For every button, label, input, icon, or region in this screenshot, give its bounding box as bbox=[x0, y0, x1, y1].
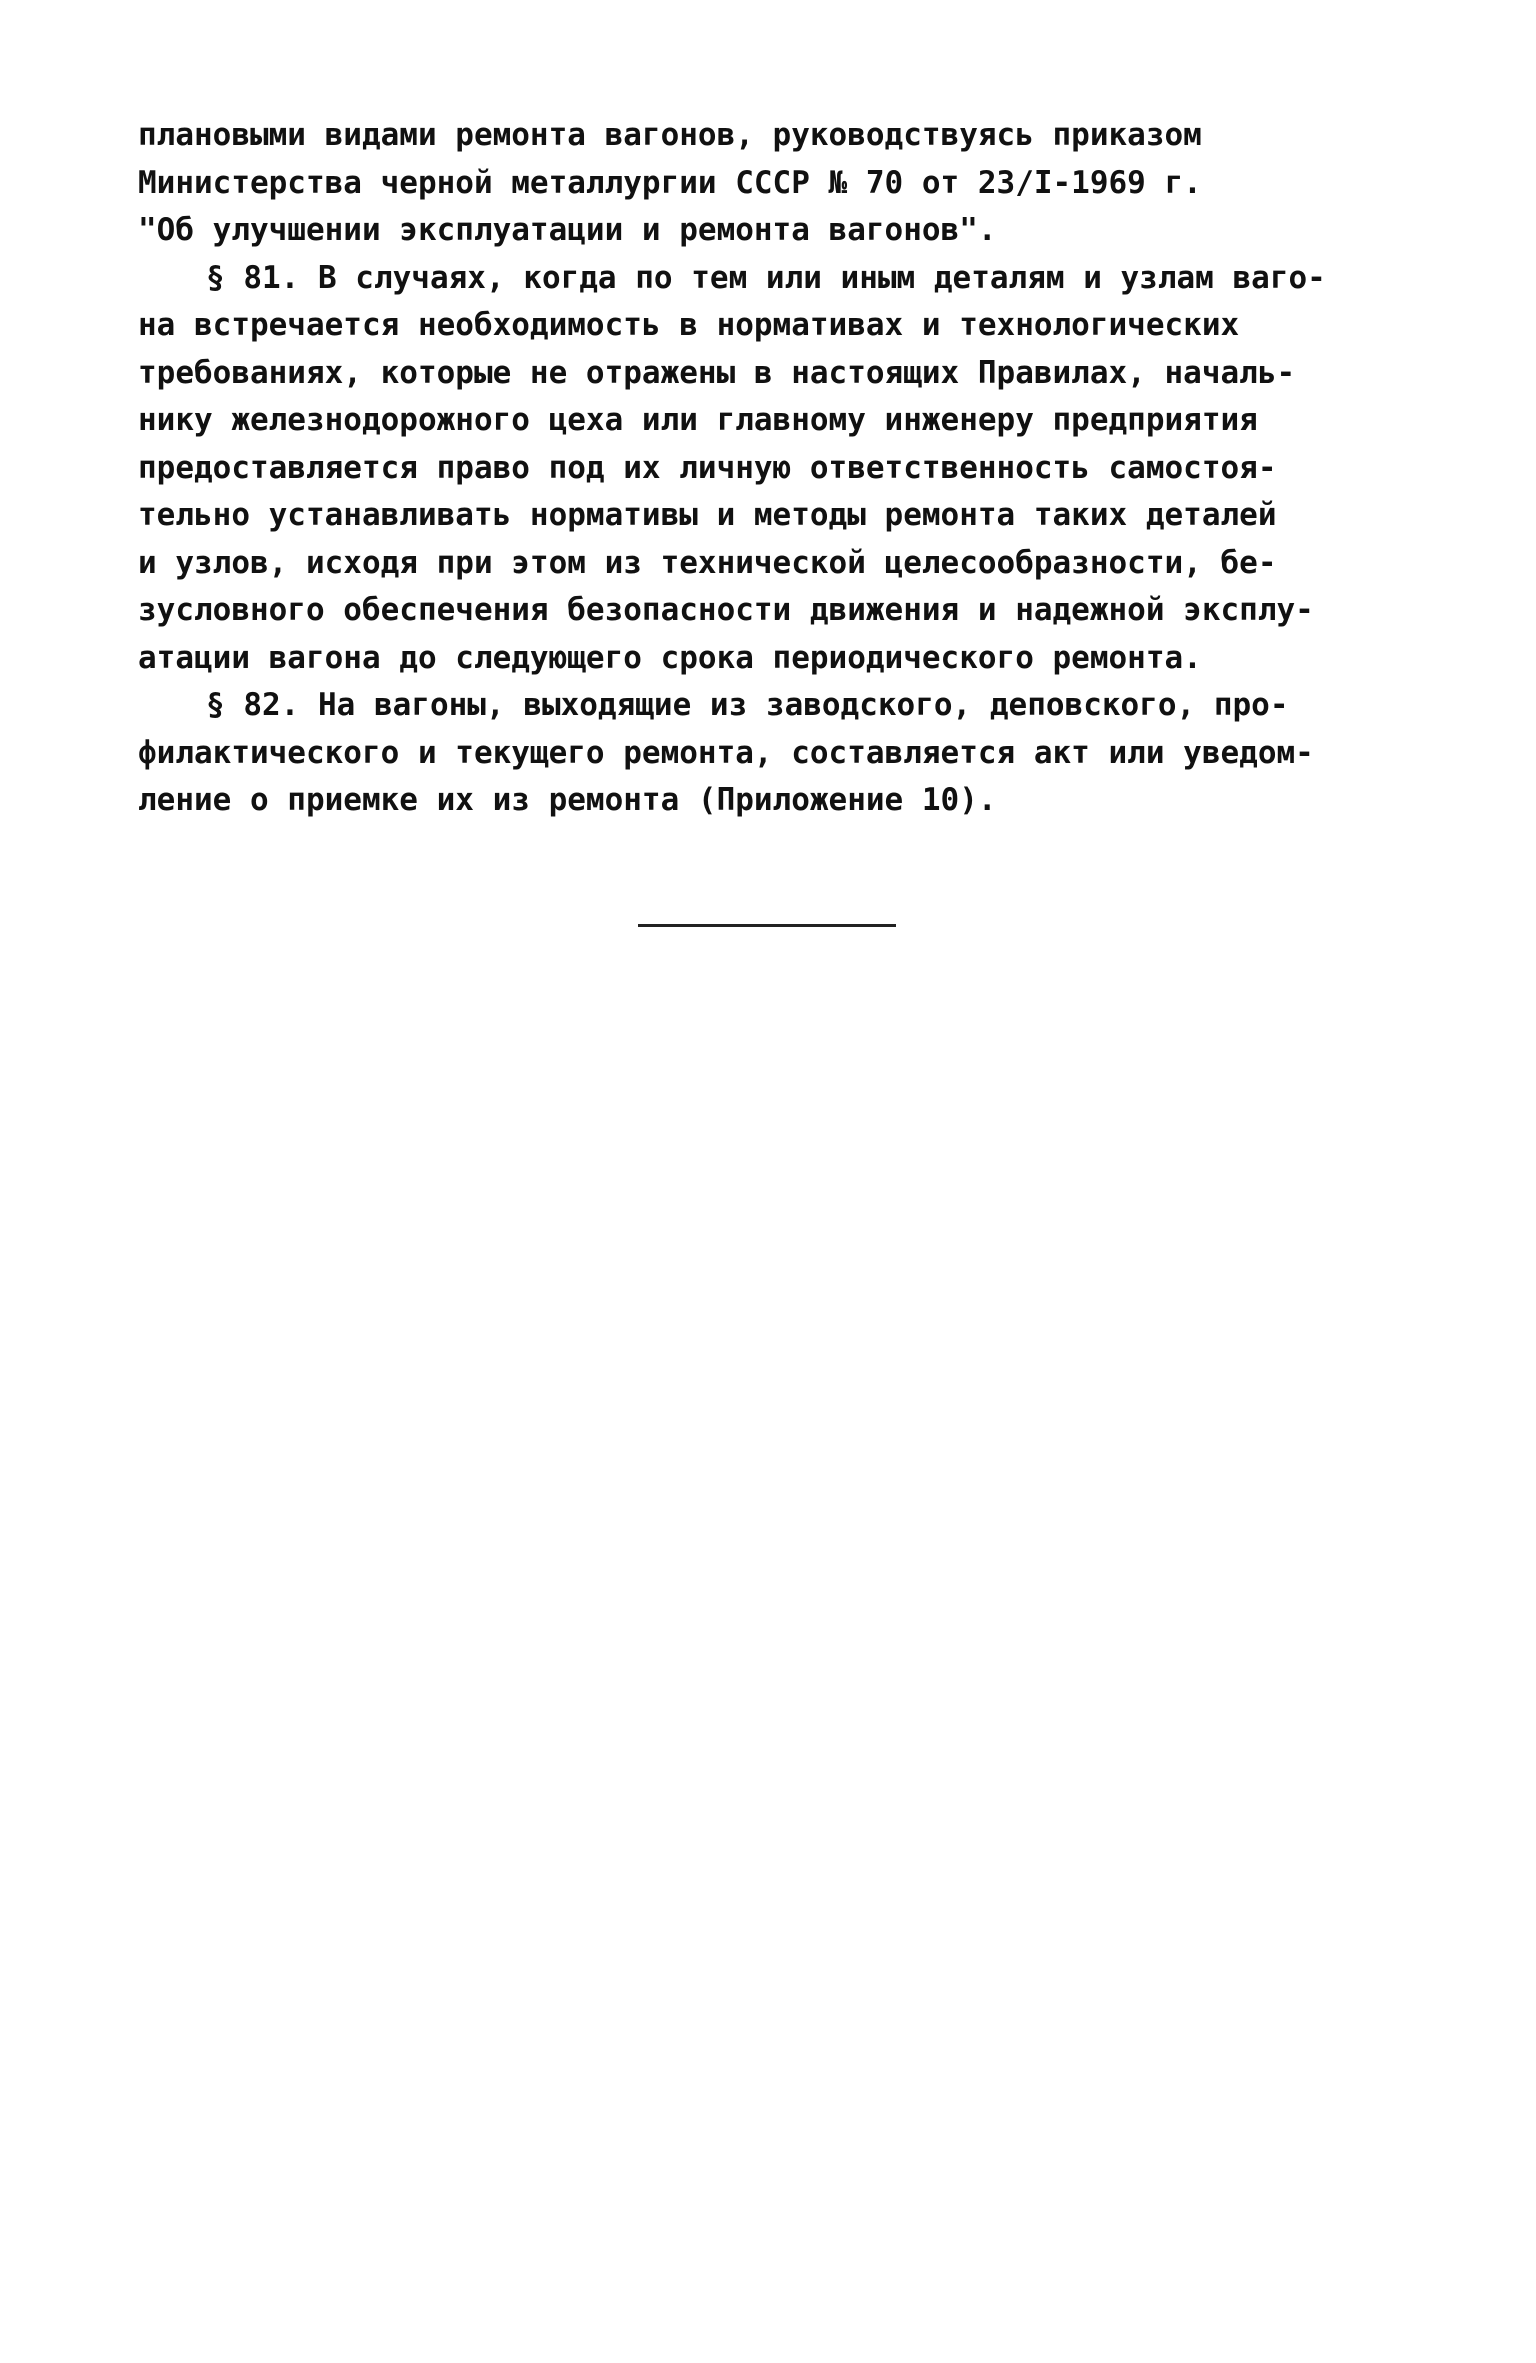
paragraph-82-start: § 82. На вагоны, выходящие из заводского, деповского, про- bbox=[206, 687, 1289, 723]
paragraph-81-start: § 81. В случаях, когда по тем или иным деталям и узлам ваго- bbox=[206, 259, 1326, 296]
text-line: Министерства черной металлургии СССР № 70 от 23/I-1969 г. bbox=[138, 164, 1202, 201]
text-line: требованиях, которые не отражены в настоящих Правилах, началь- bbox=[138, 354, 1296, 391]
text-line: плановыми видами ремонта вагонов, руководствуясь приказом bbox=[138, 117, 1202, 153]
text-line: тельно устанавливать нормативы и методы ремонта таких деталей bbox=[138, 497, 1277, 533]
text-line: предоставляется право под их личную ответственность самостоя- bbox=[138, 449, 1277, 486]
end-divider bbox=[638, 924, 896, 927]
text-line: ление о приемке их из ремонта (Приложение 10). bbox=[138, 782, 997, 818]
text-line: "Об улучшении эксплуатации и ремонта вагонов". bbox=[138, 212, 997, 248]
text-line: и узлов, исходя при этом из технической целесообразности, бе- bbox=[138, 544, 1277, 581]
text-line: зусловного обеспечения безопасности движения и надежной эксплу- bbox=[138, 592, 1314, 628]
document-body bbox=[138, 112, 1428, 825]
text-line: на встречается необходимость в нормативах и технологических bbox=[138, 307, 1240, 343]
text-line: филактического и текущего ремонта, составляется акт или уведом- bbox=[138, 734, 1314, 771]
text-line: атации вагона до следующего срока периодического ремонта. bbox=[138, 639, 1202, 676]
text-line: нику железнодорожного цеха или главному инженеру предприятия bbox=[138, 402, 1258, 438]
